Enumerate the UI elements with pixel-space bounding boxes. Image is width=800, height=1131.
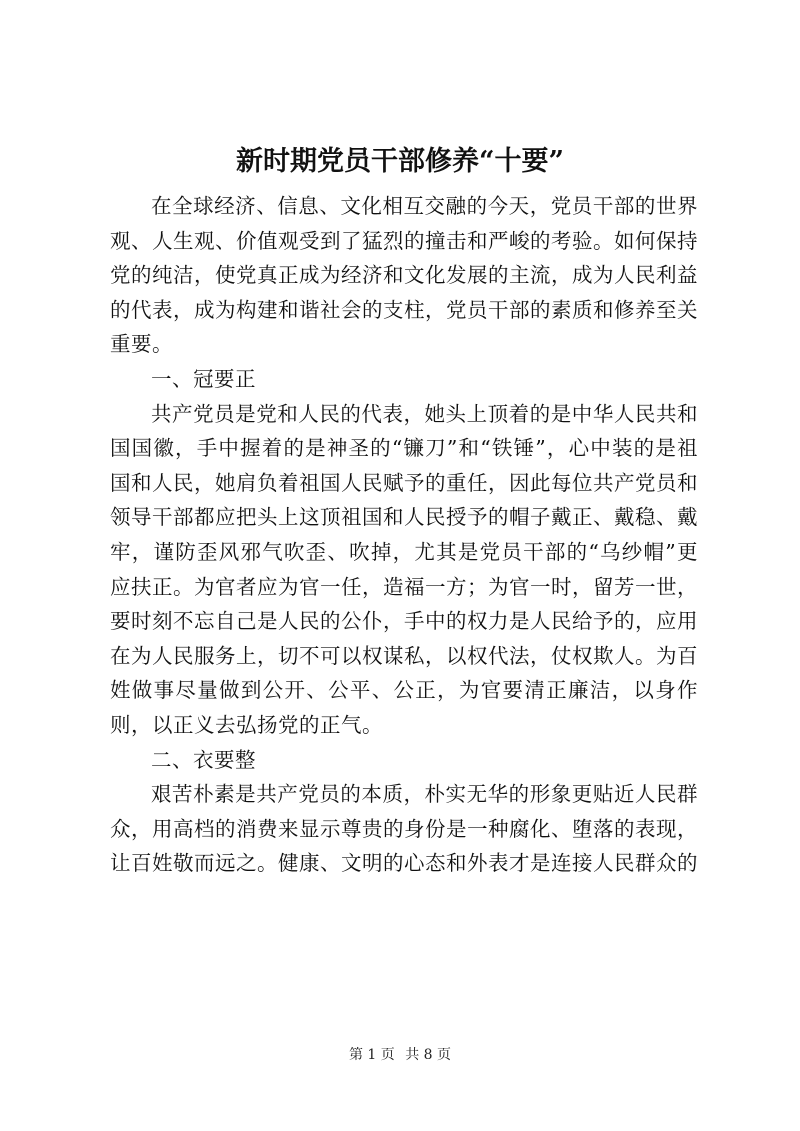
intro-paragraph: 在全球经济、信息、文化相互交融的今天，党员干部的世界观、人生观、价值观受到了猛烈的撞击和严峻的考验。如何保持党的纯洁，使党真正成为经济和文化发展的主流，成为人民利益的代表，成为构建和谐社会的支柱，党员干部的素质和修养至关重要。 [110, 194, 698, 357]
section-paragraph-2: 艰苦朴素是共产党员的本质，朴实无华的形象更贴近人民群众，用高档的消费来显示尊贵的身份是一种腐化、堕落的表现，让百姓敬而远之。健康、文明的心态和外表才是连接人民群众的 [110, 782, 698, 876]
page-footer [0, 1045, 800, 1065]
page-total: 共 8 页 [405, 1047, 452, 1063]
document-body [110, 189, 698, 881]
section-heading-1: 一、冠要正 [151, 366, 256, 391]
page-number: 第 1 页 [348, 1047, 395, 1063]
section-heading-2: 二、衣要整 [151, 747, 256, 772]
section-paragraph-1: 共产党员是党和人民的代表，她头上顶着的是中华人民共和国国徽，手中握着的是神圣的“镰刀”和“铁锤”，心中装的是祖国和人民，她肩负着祖国人民赋予的重任，因此每位共产党员和领导干部都应把头上这顶祖国和人民授予的帽子戴正、戴稳、戴牢，谨防歪风邪气吹歪、吹掉，尤其是党员干部的“乌纱帽”更应扶正。为官者应为官一任，造福一方；为官一时，留芳一世，要时刻不忘自己是人民的公仆，手中的权力是人民给予的，应用在为人民服务上，切不可以权谋私，以权代法，仗权欺人。为百姓做事尽量做到公开、公平、公正，为官要清正廉洁，以身作则，以正义去弘扬党的正气。 [110, 401, 698, 737]
document-title: 新时期党员干部修养“十要” [235, 146, 565, 177]
